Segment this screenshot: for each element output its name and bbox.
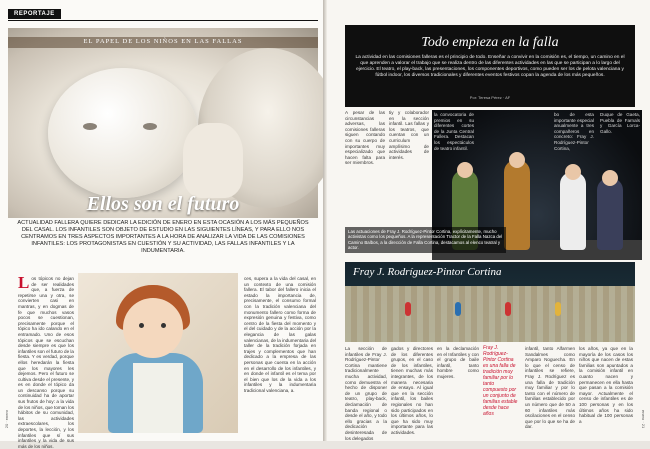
doll-face [123, 298, 183, 358]
photo-caption: Las actuaciones de Fray J. Rodríguez-Pintor Cortina, explícitamente, mucho activistas como los pequeños. A la representación Tractor de la Falla Nazca del Camino Balbos, a la dirección de Falla Cortina, destacamos al elenco teatral y actor. [345, 227, 506, 253]
doll-eye-icon [139, 323, 144, 328]
right-page [327, 0, 650, 441]
right-body-col-4: infantil, tanto Alfarmen Sandalmes como Amparo Noguecha. En lo que el censo de infantiles se refiere, Fray J. Rodríguez es una falla de tradición muy familiar y por lo tanto con el número de familias establecido por un número que de 50 a 60 infantiles más oscilaciones en el censo que por lo que se ha de dar. [525, 346, 575, 430]
dancer-figure [405, 302, 411, 316]
right-column-b: tiy y colaborador en la sección infantil. Las fallas y los teatros, que cuentan con un curriculum amplísimo de actividades de interés. [389, 110, 429, 160]
right-column-c: la convocatoria de premios en su diferentes cortes de la Junta Central Fallera. Destacan los espectáculos de teatro infantil. [434, 112, 474, 151]
ninot-eye-icon [143, 123, 157, 130]
article-title: Ellos son el futuro [86, 193, 240, 215]
left-column-1-text: os tópicos no dejan de ser realidades que, a fuerza de repetirse una y otra, se convierten casi en mantras, y en dogmas de fe que muchos vasos pocos se cuestionan, precisamente porque el tópico ha ido calando en el entramado. Uno de esos tópicos que se escuchan desde siempre es que los infantiles son el futuro de la fiesta. Y es verdad, porque ellos heredarán la fiesta que los mayores les dejemos. Pero el futuro se cultiva desde el presente, y es en donde el tópico da un descanso porque su continuidad ha de aportar sus frutos de hoy: a la vida de los niños, que toman los hábitos de su comunidad, las actividades extraescolares, los deportes, la lección, y los infantiles que sí sus infantiles y la vida de sus más de los niños. [18, 276, 74, 449]
dancer-figure [455, 302, 461, 316]
section-tag: REPORTAJE [8, 9, 61, 19]
right-standfirst: La actividad en las comisiones falleras es el principio de todo. Enseñar a convivir en la comisión es, el tiempo, un camino en el que aprenden a valorar el trabajo que se realiza dentro de las diferentes actividades en las que se participan a lo largo del ejercicio. El teatro, el play-back, las presentaciones, los componentes deportivos, como pueden ser los de pelota valenciana y fútbol indoor, los diversos tradicionales y diferentes eventos festivos copan la agenda de los más pequeños. [355, 55, 625, 78]
dancer-figure [505, 302, 511, 316]
article-intro: ACTUALIDAD FALLERA QUIERE DEDICAR LA EDICIÓN DE ENERO EN ESTA OCASIÓN A LOS MÁS PEQUEÑOS DEL CASAL. LOS INFANTILES SON OBJETO DE ESTUDIO EN LAS SIGUIENTES LÍNEAS, Y PARA ELLO NOS CENTRAMOS EN TRES ASPECTOS IMPORTANTES A LA HORA DE ANALIZAR LA VIDA DE LAS COMISIONES INFANTILES: LOS PROTAGONISTAS EN CUESTIÓN Y SU ACTIVIDAD, LAS FALLAS INFANTILES Y LA INDUMENTARIA. [17, 220, 309, 254]
dancer-figure [555, 302, 561, 316]
doll-apron [133, 363, 183, 433]
doll-photo [78, 273, 238, 433]
right-column-a: A pesar de las circunstancias adversas, las comisiones falleras siguen contando con su cuerpo de importantes muy especializado que hacen falta para ser miembros. [345, 110, 385, 166]
left-column-2: ces, supera a la vida del casal, en un contexto de una comisión fallera. El tabor del fallero inicia el estado la importancia de, precisamente, el consumo formal con la tradición valenciana del monumento fallero como forma de expresión genuina y festiva, como centro de la fiesta del momento y el del cuidado y de la acción por la elegancia de las galas valencianas, de la indumentaria del taller de la tradición forjada en trajes y complementos que han dedicado a la empresa de las personas que cuenta en la acción en el desarrollo de los infantiles, y en donde el infantil es el tema por el bien que los de la vida a los infantiles y la indumentaria tradicional valenciana, a. [244, 276, 317, 393]
actor-head [457, 162, 473, 178]
top-rule [8, 20, 318, 21]
left-page [0, 0, 323, 449]
right-header-box [345, 25, 635, 107]
page-number-left: 20 · enero [4, 410, 9, 429]
hero-image [8, 28, 318, 218]
ninot-eye-icon [83, 123, 97, 130]
right-column-e: Duque de Gaeta, Puebla de Farnals y García Lorca-Gallo. [600, 112, 640, 134]
right-body-col-5: los años, ya que en la mayoría de los casos los niños que nacen de estas familias son apuntados a la comisión infantil en cuanto nacen y permanecen en ella hasta que pasan a la comisión mayor. Actualmente el censo de infantiles es de 100 personas y en los últimos años ha sido habitual de 100 personas a [579, 346, 633, 424]
author-byline: Por: Teresa Pérez · AF [469, 95, 511, 100]
actor-head [602, 170, 618, 186]
actor-head [565, 164, 581, 180]
ninot-hand [183, 123, 243, 198]
pull-quote: Fray J. Rodríguez-Pintor Cortina es una falla de tradición muy familiar por lo tanto compuesto por un conjunto de familias estable desde hace años [483, 345, 518, 417]
doll-eye-icon [161, 323, 166, 328]
right-title: Todo empieza en la falla [421, 35, 559, 50]
actor-figure [597, 178, 623, 250]
right-body-col-1: La sección de infantiles de Fray J. Rodríguez-Pintor Cortina mantiene tradicionalmente mucha actividad, como demuestra el hecho de disponer de un grupo de teatro, play-back, declamación de banda regional o desde el año, y todo ello gracias a la dedicación desinteresada de los delegados [345, 346, 387, 441]
crowd-background [345, 286, 635, 342]
hero-band-text: EL PAPEL DE LOS NIÑOS EN LAS FALLAS [83, 38, 243, 45]
dropcap: L [18, 273, 30, 292]
crowd-photo [345, 262, 635, 342]
ninot-head-left [48, 68, 198, 198]
actor-figure [504, 160, 530, 250]
left-column-1 [18, 273, 74, 449]
page-number-right: enero · 21 [641, 410, 646, 429]
sub-section-title: Fray J. Rodríguez-Pintor Cortina [353, 266, 502, 278]
actor-head [509, 152, 525, 168]
right-column-d: bo de esta importante especial anualmente a tres compañeros en concreto: Fray J. Rodríguez-Pintor Cortina, [554, 112, 594, 151]
right-body-col-3: en la declamación en el Infantiles y con el grupo de baile infantil, tanto hombre como mujeres. [437, 346, 479, 379]
right-body-col-2: gados y directores de los diferentes grupos, en el caso de los infantiles, tienen muchas más integrantes, de los manera necesaria de ensayo. Al igual que en la sección infantil, los bailes regionales no han sido participados en los últimos años, lo que ha sido muy importante para las actividades. [391, 346, 433, 435]
actor-figure [560, 172, 586, 250]
